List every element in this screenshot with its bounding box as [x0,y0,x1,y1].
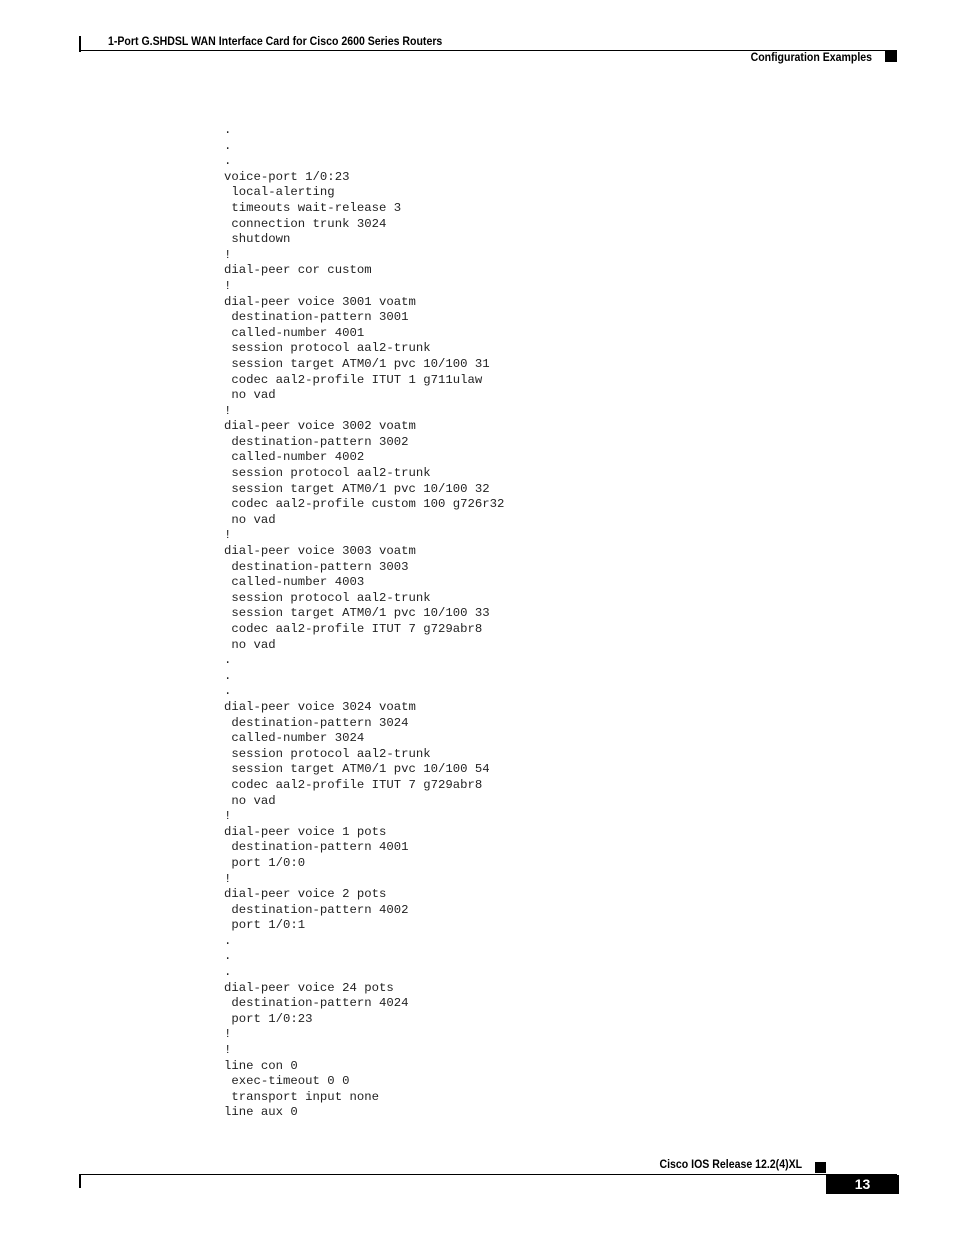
code-line: . [224,653,232,668]
code-line: port 1/0:0 [224,855,306,870]
code-line: ! [224,403,232,418]
code-line: ! [224,278,232,293]
header-marker-block [885,50,897,62]
code-line: . [224,965,232,980]
code-line: . [224,138,232,153]
code-line: codec aal2-profile ITUT 7 g729abr8 [224,777,483,792]
code-line: port 1/0:1 [224,918,306,933]
code-line: session target ATM0/1 pvc 10/100 32 [224,481,490,496]
code-line: . [224,684,232,699]
code-line: exec-timeout 0 0 [224,1074,350,1089]
code-line: codec aal2-profile ITUT 1 g711ulaw [224,372,483,387]
code-line: shutdown [224,232,291,247]
code-line: line aux 0 [224,1105,298,1120]
code-line: destination-pattern 4024 [224,996,409,1011]
code-line: ! [224,1043,232,1058]
code-line: transport input none [224,1089,379,1104]
code-line: dial-peer cor custom [224,263,372,278]
code-line: . [224,154,232,169]
code-line: destination-pattern 4001 [224,840,409,855]
section-title: Configuration Examples [750,50,872,64]
code-line: session target ATM0/1 pvc 10/100 33 [224,606,490,621]
code-line: called-number 4001 [224,325,365,340]
code-line: ! [224,528,232,543]
footer-left-bar [79,1174,81,1188]
code-line: dial-peer voice 24 pots [224,980,394,995]
code-line: timeouts wait-release 3 [224,200,402,215]
code-line: . [224,933,232,948]
code-line: no vad [224,793,276,808]
code-line: connection trunk 3024 [224,216,387,231]
code-line: dial-peer voice 2 pots [224,887,387,902]
release-label: Cisco IOS Release 12.2(4)XL [659,1157,802,1171]
code-line: no vad [224,388,276,403]
document-title: 1-Port G.SHDSL WAN Interface Card for Cisco 2600 Series Routers [108,34,443,48]
code-line: ! [224,247,232,262]
code-line: line con 0 [224,1058,298,1073]
code-line: dial-peer voice 3001 voatm [224,294,416,309]
code-line: session target ATM0/1 pvc 10/100 54 [224,762,490,777]
code-line: session protocol aal2-trunk [224,746,431,761]
code-line: session protocol aal2-trunk [224,466,431,481]
page-number: 13 [826,1175,899,1194]
code-line: voice-port 1/0:23 [224,169,350,184]
code-line: destination-pattern 3001 [224,310,409,325]
code-line: port 1/0:23 [224,1011,313,1026]
code-line: no vad [224,637,276,652]
code-line: session target ATM0/1 pvc 10/100 31 [224,356,490,371]
footer-rule [79,1174,897,1175]
code-line: ! [224,809,232,824]
code-line: ! [224,1027,232,1042]
code-line: called-number 4003 [224,575,365,590]
code-line: destination-pattern 4002 [224,902,409,917]
code-line: called-number 3024 [224,731,365,746]
code-line: dial-peer voice 3024 voatm [224,699,416,714]
code-line: no vad [224,512,276,527]
code-line: . [224,668,232,683]
code-line: codec aal2-profile custom 100 g726r32 [224,497,505,512]
code-line: session protocol aal2-trunk [224,590,431,605]
code-line: session protocol aal2-trunk [224,341,431,356]
code-line: ! [224,871,232,886]
code-line: dial-peer voice 3003 voatm [224,544,416,559]
code-line: destination-pattern 3002 [224,434,409,449]
code-line: dial-peer voice 3002 voatm [224,419,416,434]
code-line: . [224,123,232,137]
code-line: destination-pattern 3024 [224,715,409,730]
config-code-block [224,123,504,1121]
code-line: called-number 4002 [224,450,365,465]
code-line: dial-peer voice 1 pots [224,824,387,839]
code-line: local-alerting [224,185,335,200]
footer-marker-block [815,1162,826,1173]
code-line: destination-pattern 3003 [224,559,409,574]
code-line: codec aal2-profile ITUT 7 g729abr8 [224,622,483,636]
code-line: . [224,949,232,964]
